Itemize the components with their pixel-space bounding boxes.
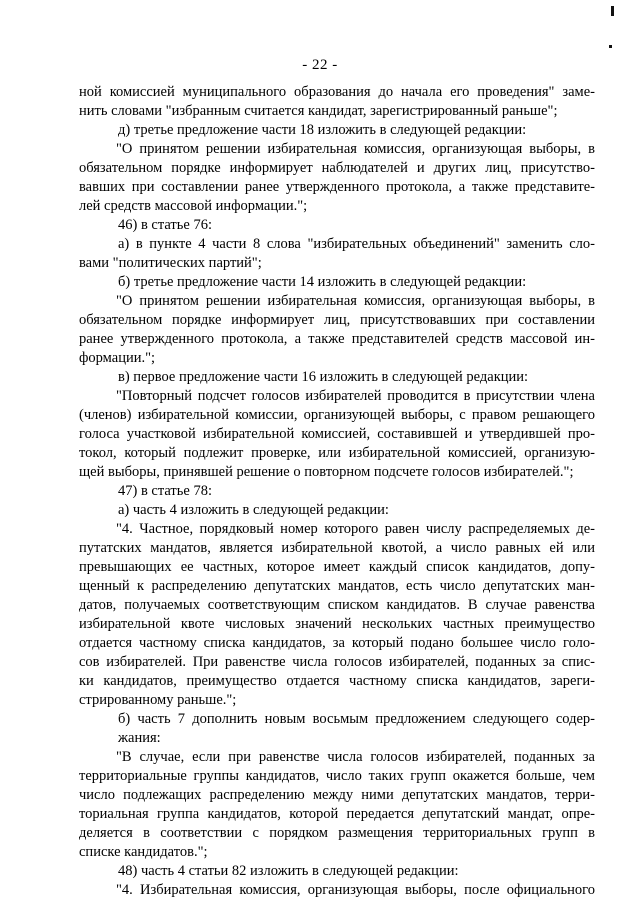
text-line: территориальные группы кандидатов, число таких групп окажется больше, чем [79,768,595,784]
text-line: превышающих ее частных, которое имеет каждый список кандидатов, допу- [79,559,595,575]
text-line: голоса участковой избирательной комиссией, составившей и утвердившей про- [79,426,595,442]
text-line: 46) в статье 76: [118,217,212,233]
text-line: избирательной квоте числовых значений нескольких частных преимущество [79,616,595,632]
text-line: вавших при составлении ранее утвержденного протокола, а также представите- [79,179,595,195]
text-line: "О принятом решении избирательная комиссия, организующая выборы, в [116,293,595,309]
text-line: ранее утвержденного протокола, а также представителей средств массовой ин- [79,331,595,347]
text-line: ной комиссией муниципального образования до начала его проведения" заме- [79,84,595,100]
text-line: списке кандидатов."; [79,844,208,860]
text-line: путатских мандатов, является избирательной квотой, а число равных ей или [79,540,595,556]
text-line: число подлежащих распределению между ними депутатских мандатов, терри- [79,787,595,803]
text-line: вами "политических партий"; [79,255,262,271]
document-body [79,83,595,900]
text-line: деляется в соответствии с порядком размещения территориальных групп в [79,825,595,841]
text-line: "В случае, если при равенстве числа голосов избирателей, поданных за [116,749,595,765]
text-line: д) третье предложение части 18 изложить в следующей редакции: [118,122,527,138]
text-line: ки кандидатов, преимущество отдается частному списка кандидатов, зареги- [79,673,595,689]
text-line: датов, получаемых соответствующим списком кандидатов. В случае равенства [79,597,595,613]
text-line: в) первое предложение части 16 изложить в следующей редакции: [118,369,529,385]
text-line: сов избирателей. При равенстве числа голосов избирателей, поданных за спис- [79,654,595,670]
text-line: "4. Частное, порядковый номер которого равен числу распределяемых де- [116,521,595,537]
text-line: "4. Избирательная комиссия, организующая выборы, после официального [116,882,595,898]
text-line: токол, который подлежит проверке, или избирательной комиссией, организую- [79,445,595,461]
text-line: (членов) избирательной комиссии, организующей выборы, с правом решающего [79,407,595,423]
text-line: отдается частному списка кандидатов, за который подано большее число голо- [79,635,595,651]
text-line: обязательном порядке информирует наблюдателей и других лиц, присутство- [79,160,595,176]
text-line: б) третье предложение части 14 изложить в следующей редакции: [118,274,527,290]
text-line: "Повторный подсчет голосов избирателей проводится в присутствии члена [116,388,595,404]
scan-edge-mark [611,6,614,16]
text-line: 47) в статье 78: [118,483,212,499]
page-number: - 22 - [302,57,338,73]
text-line: 48) часть 4 статьи 82 изложить в следующей редакции: [118,863,459,879]
text-line: ториальная группа кандидатов, которой передается депутатский мандат, опре- [79,806,595,822]
text-line: обязательном порядке информирует лиц, присутствовавших при составлении [79,312,595,328]
text-line: лей средств массовой информации."; [79,198,308,214]
text-line: нить словами "избранным считается кандидат, зарегистрированный раньше"; [79,103,558,119]
text-line: щей выборы, принявшей решение о повторном подсчете голосов избирателей."; [79,464,574,480]
scan-dot-mark [609,45,612,48]
text-line: а) часть 4 изложить в следующей редакции: [118,502,389,518]
text-line: а) в пункте 4 части 8 слова "избирательных объединений" заменить сло- [118,236,595,252]
text-line: "О принятом решении избирательная комиссия, организующая выборы, в [116,141,595,157]
text-line: стрированному раньше."; [79,692,237,708]
text-line: б) часть 7 дополнить новым восьмым предложением следующего содер- [118,711,595,727]
text-line: формации."; [79,350,156,366]
text-line: жания: [118,730,161,746]
text-line: щенный к распределению депутатских мандатов, есть число депутатских ман- [79,578,595,594]
